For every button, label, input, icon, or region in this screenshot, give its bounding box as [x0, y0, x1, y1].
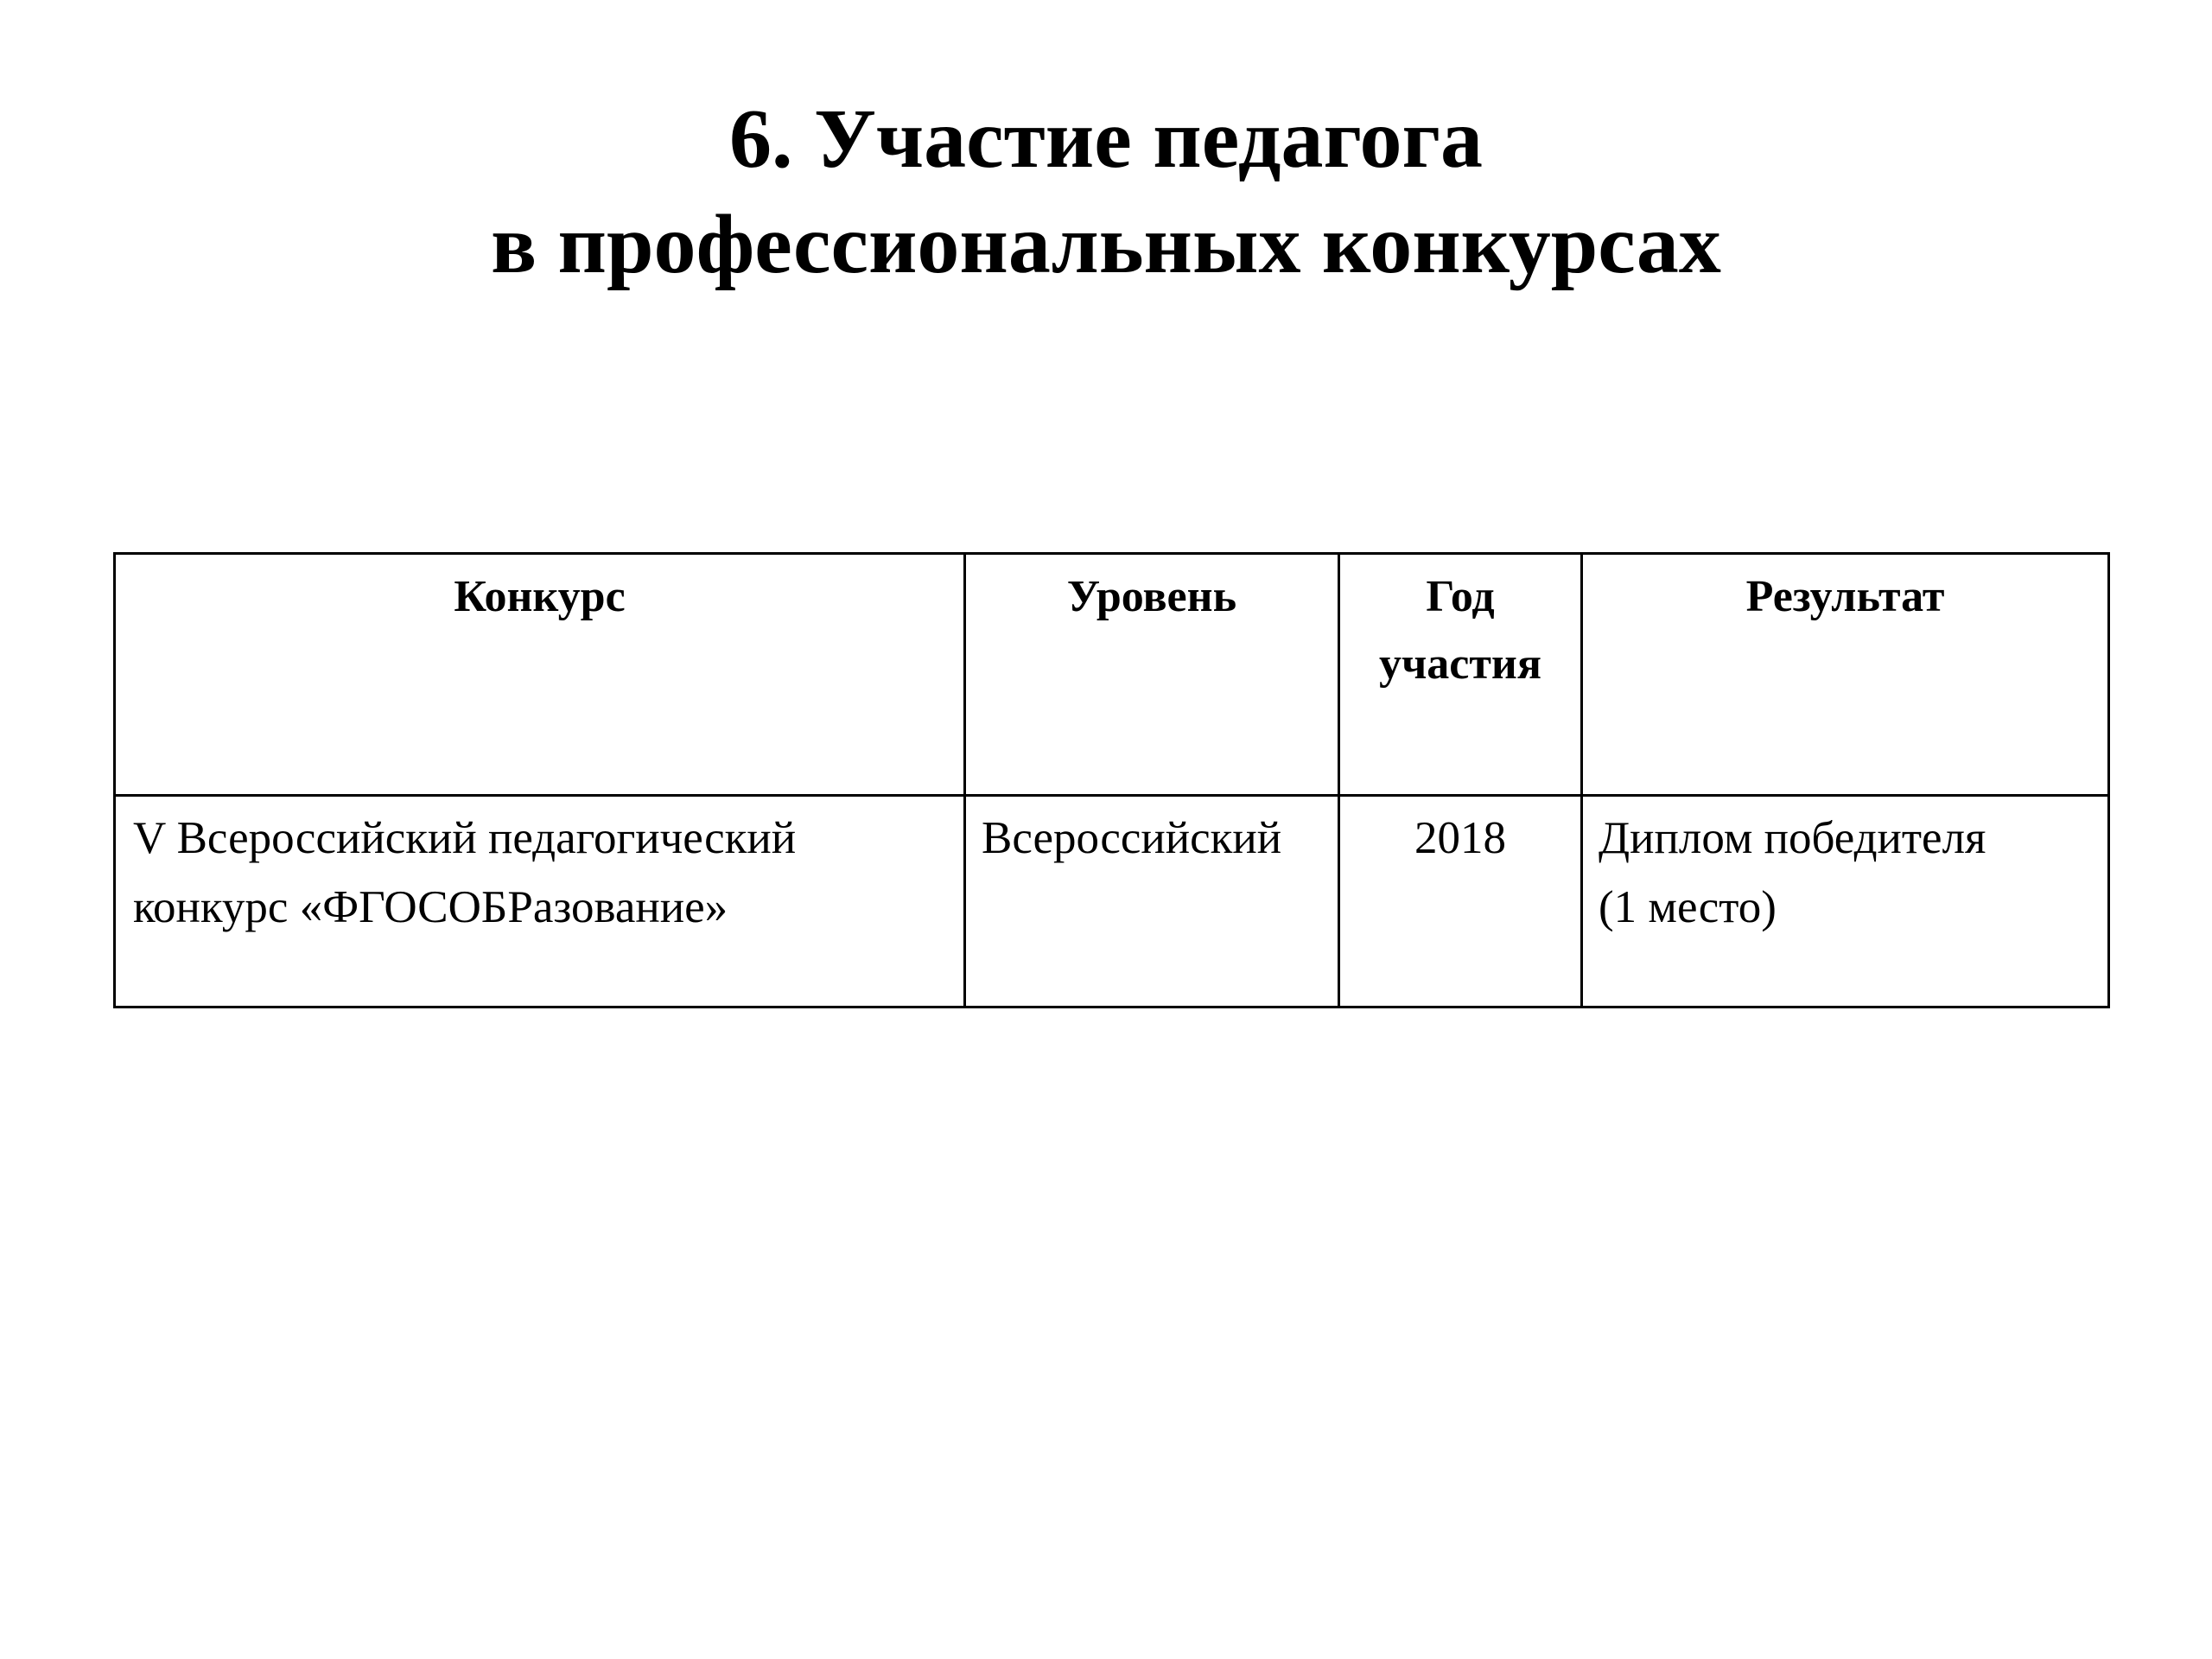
- page-title-line-1: 6. Участие педагога: [728, 92, 1484, 186]
- cell-level: Всероссийский: [965, 796, 1339, 1007]
- table-row: [115, 796, 2109, 1007]
- cell-result-line-2: (1 место): [1599, 882, 1777, 932]
- header-year: [1339, 554, 1582, 796]
- cell-contest: [115, 796, 965, 1007]
- page-title-line-2: в профессиональных конкурсах: [491, 198, 1721, 291]
- competitions-table: [113, 552, 2110, 1008]
- cell-contest-line-1: V Всероссийский педагогический: [133, 813, 797, 863]
- cell-contest-line-2: конкурс «ФГОСОБРазование»: [133, 882, 728, 932]
- cell-result: [1582, 796, 2109, 1007]
- header-year-line-2: участия: [1378, 639, 1542, 689]
- cell-result-line-1: Диплом победителя: [1599, 813, 1986, 863]
- table-header-row: [115, 554, 2109, 796]
- header-level: Уровень: [965, 554, 1339, 796]
- header-year-line-1: Год: [1426, 572, 1495, 621]
- header-contest: Конкурс: [115, 554, 965, 796]
- page-title: [0, 86, 2212, 297]
- header-result: Результат: [1582, 554, 2109, 796]
- cell-year: 2018: [1339, 796, 1582, 1007]
